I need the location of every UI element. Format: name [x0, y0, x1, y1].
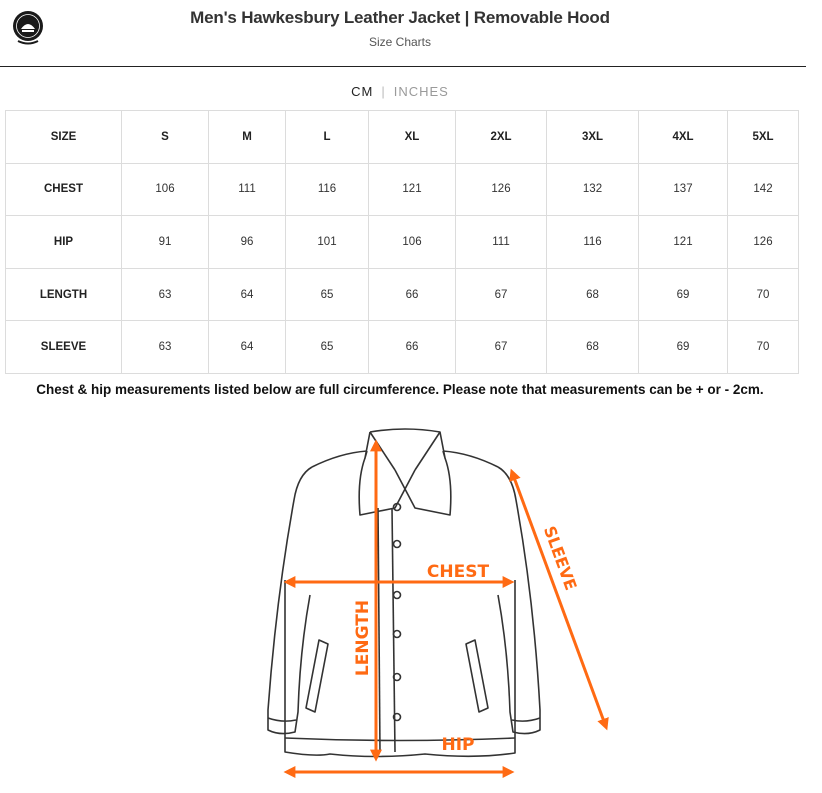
table-header-cell: 2XL	[456, 111, 547, 164]
row-label: LENGTH	[6, 268, 122, 321]
table-cell: 67	[456, 268, 547, 321]
page-subtitle: Size Charts	[368, 35, 432, 49]
table-header-cell: S	[122, 111, 209, 164]
measurement-note: Chest & hip measurements listed below are full circumference. Please note that measurements can be + or - 2cm.	[36, 382, 764, 397]
row-label: HIP	[6, 216, 122, 269]
table-cell: 111	[456, 216, 547, 269]
table-cell: 121	[639, 216, 728, 269]
table-cell: 101	[286, 216, 369, 269]
table-cell: 67	[456, 321, 547, 374]
table-cell: 66	[369, 268, 456, 321]
unit-separator: |	[381, 84, 386, 99]
table-header-cell: 4XL	[639, 111, 728, 164]
table-header-cell: 3XL	[547, 111, 639, 164]
button-icon	[394, 541, 401, 548]
jacket-measurement-diagram	[240, 420, 620, 792]
table-row-sleeve	[6, 321, 799, 374]
table-header-cell: M	[209, 111, 286, 164]
page-title: Men's Hawkesbury Leather Jacket | Removable Hood	[190, 8, 610, 27]
table-cell: 116	[547, 216, 639, 269]
unit-cm-tab[interactable]: CM	[351, 84, 374, 99]
table-cell: 126	[728, 216, 799, 269]
length-label: LENGTH	[353, 599, 373, 677]
table-cell: 96	[209, 216, 286, 269]
table-cell: 70	[728, 321, 799, 374]
button-icon	[394, 592, 401, 599]
table-cell: 116	[286, 163, 369, 216]
table-cell: 132	[547, 163, 639, 216]
table-header-cell: XL	[369, 111, 456, 164]
table-cell: 91	[122, 216, 209, 269]
table-cell: 106	[122, 163, 209, 216]
sleeve-arrow	[512, 472, 606, 727]
table-header-row	[6, 111, 799, 164]
table-cell: 142	[728, 163, 799, 216]
table-row-chest	[6, 163, 799, 216]
table-cell: 66	[369, 321, 456, 374]
table-cell: 126	[456, 163, 547, 216]
table-row-hip	[6, 216, 799, 269]
chest-label: CHEST	[426, 562, 490, 582]
table-header-cell: L	[286, 111, 369, 164]
table-cell: 70	[728, 268, 799, 321]
table-cell: 65	[286, 321, 369, 374]
jacket-outline-icon	[268, 429, 540, 757]
hip-label: HIP	[441, 735, 475, 755]
table-cell: 106	[369, 216, 456, 269]
table-cell: 121	[369, 163, 456, 216]
unit-inches-tab[interactable]: INCHES	[393, 84, 449, 99]
measurement-arrows	[287, 443, 606, 772]
table-cell: 69	[639, 268, 728, 321]
button-icon	[394, 631, 401, 638]
table-cell: 68	[547, 268, 639, 321]
table-cell: 65	[286, 268, 369, 321]
table-row-length	[6, 268, 799, 321]
table-header-cell: 5XL	[728, 111, 799, 164]
header-divider	[0, 66, 806, 67]
size-chart-table	[5, 110, 799, 374]
table-cell: 64	[209, 268, 286, 321]
table-cell: 64	[209, 321, 286, 374]
table-cell: 63	[122, 321, 209, 374]
row-label: SLEEVE	[6, 321, 122, 374]
table-cell: 111	[209, 163, 286, 216]
sleeve-label: SLEEVE	[539, 523, 581, 593]
table-cell: 137	[639, 163, 728, 216]
table-cell: 68	[547, 321, 639, 374]
row-label: CHEST	[6, 163, 122, 216]
table-cell: 63	[122, 268, 209, 321]
table-header-cell: SIZE	[6, 111, 122, 164]
table-cell: 69	[639, 321, 728, 374]
unit-toggle	[0, 84, 800, 99]
